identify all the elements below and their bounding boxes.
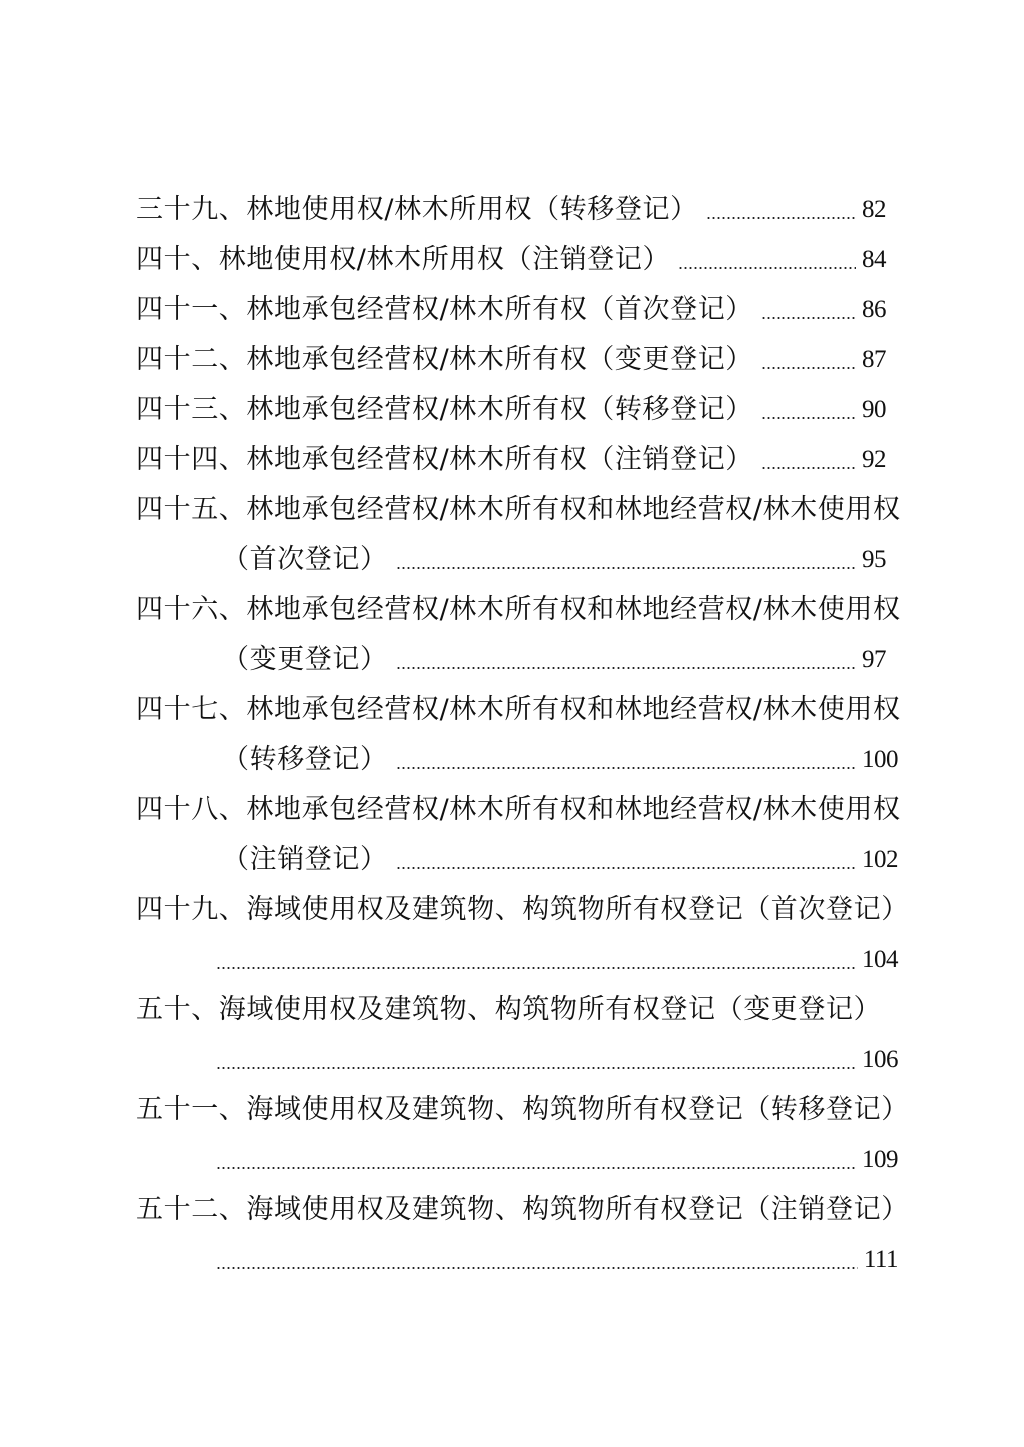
toc-page-number: 111	[863, 1246, 898, 1273]
toc-entry-47-continuation[interactable]	[222, 740, 898, 780]
leader-dots	[396, 764, 856, 772]
toc-entry-51-continuation[interactable]	[216, 1140, 898, 1180]
toc-entry-40[interactable]	[136, 240, 886, 280]
toc-page-number: 106	[862, 1046, 898, 1073]
leader-dots	[216, 1264, 858, 1272]
leader-dots	[761, 364, 856, 372]
leader-dots	[706, 214, 856, 222]
leader-dots	[678, 264, 856, 272]
toc-entry-title: 五十二、海域使用权及建筑物、构筑物所有权登记（注销登记）	[136, 1194, 909, 1225]
toc-entry-title: 四十七、林地承包经营权/林木所有权和林地经营权/林木使用权	[136, 694, 901, 725]
leader-dots	[396, 564, 856, 572]
toc-page-number: 84	[862, 246, 886, 273]
toc-page-number: 86	[862, 296, 886, 323]
toc-entry-44[interactable]	[136, 440, 886, 480]
toc-page-number: 90	[862, 396, 886, 423]
toc-page-number: 87	[862, 346, 886, 373]
toc-entry-45-continuation[interactable]	[222, 540, 886, 580]
leader-dots	[396, 864, 856, 872]
toc-entry-title: 四十六、林地承包经营权/林木所有权和林地经营权/林木使用权	[136, 594, 901, 625]
toc-entry-title: 四十一、林地承包经营权/林木所有权（首次登记）	[136, 294, 753, 325]
toc-entry-title: 五十、海域使用权及建筑物、构筑物所有权登记（变更登记）	[136, 994, 882, 1025]
toc-entry-51[interactable]	[136, 1090, 909, 1130]
toc-entry-title: 四十五、林地承包经营权/林木所有权和林地经营权/林木使用权	[136, 494, 901, 525]
toc-page-number: 109	[862, 1146, 898, 1173]
toc-entry-39[interactable]	[136, 190, 886, 230]
leader-dots	[761, 464, 856, 472]
toc-entry-subtitle: （变更登记）	[222, 644, 388, 675]
toc-entry-46[interactable]	[136, 590, 901, 630]
toc-page-number: 100	[862, 746, 898, 773]
toc-entry-title: 四十、林地使用权/林木所用权（注销登记）	[136, 244, 671, 275]
toc-entry-52[interactable]	[136, 1190, 909, 1230]
toc-page-number: 95	[862, 546, 886, 573]
toc-entry-title: 四十九、海域使用权及建筑物、构筑物所有权登记（首次登记）	[136, 894, 909, 925]
toc-page-number: 82	[862, 196, 886, 223]
toc-page-number: 104	[862, 946, 898, 973]
toc-entry-title: 四十八、林地承包经营权/林木所有权和林地经营权/林木使用权	[136, 794, 901, 825]
toc-entry-50[interactable]	[136, 990, 906, 1030]
toc-entry-43[interactable]	[136, 390, 886, 430]
toc-entry-title: 四十三、林地承包经营权/林木所有权（转移登记）	[136, 394, 753, 425]
toc-page-number: 92	[862, 446, 886, 473]
toc-entry-49-continuation[interactable]	[216, 940, 898, 980]
toc-page-number: 97	[862, 646, 886, 673]
toc-page-number: 102	[862, 846, 898, 873]
leader-dots	[216, 1164, 856, 1172]
leader-dots	[216, 964, 856, 972]
toc-entry-45[interactable]	[136, 490, 901, 530]
toc-entry-50-continuation[interactable]	[216, 1040, 898, 1080]
toc-entry-subtitle: （首次登记）	[222, 544, 388, 575]
toc-entry-49[interactable]	[136, 890, 909, 930]
toc-entry-48[interactable]	[136, 790, 901, 830]
toc-entry-42[interactable]	[136, 340, 886, 380]
toc-entry-title: 三十九、林地使用权/林木所用权（转移登记）	[136, 194, 698, 225]
leader-dots	[216, 1064, 856, 1072]
toc-entry-subtitle: （转移登记）	[222, 744, 388, 775]
toc-entry-47[interactable]	[136, 690, 901, 730]
toc-entry-subtitle: （注销登记）	[222, 844, 388, 875]
toc-entry-title: 四十二、林地承包经营权/林木所有权（变更登记）	[136, 344, 753, 375]
toc-entry-52-continuation[interactable]	[216, 1240, 898, 1280]
toc-entry-41[interactable]	[136, 290, 886, 330]
toc-entry-title: 五十一、海域使用权及建筑物、构筑物所有权登记（转移登记）	[136, 1094, 909, 1125]
leader-dots	[396, 664, 856, 672]
leader-dots	[761, 414, 856, 422]
toc-entry-48-continuation[interactable]	[222, 840, 898, 880]
leader-dots	[761, 314, 856, 322]
toc-entry-46-continuation[interactable]	[222, 640, 886, 680]
toc-entry-title: 四十四、林地承包经营权/林木所有权（注销登记）	[136, 444, 753, 475]
